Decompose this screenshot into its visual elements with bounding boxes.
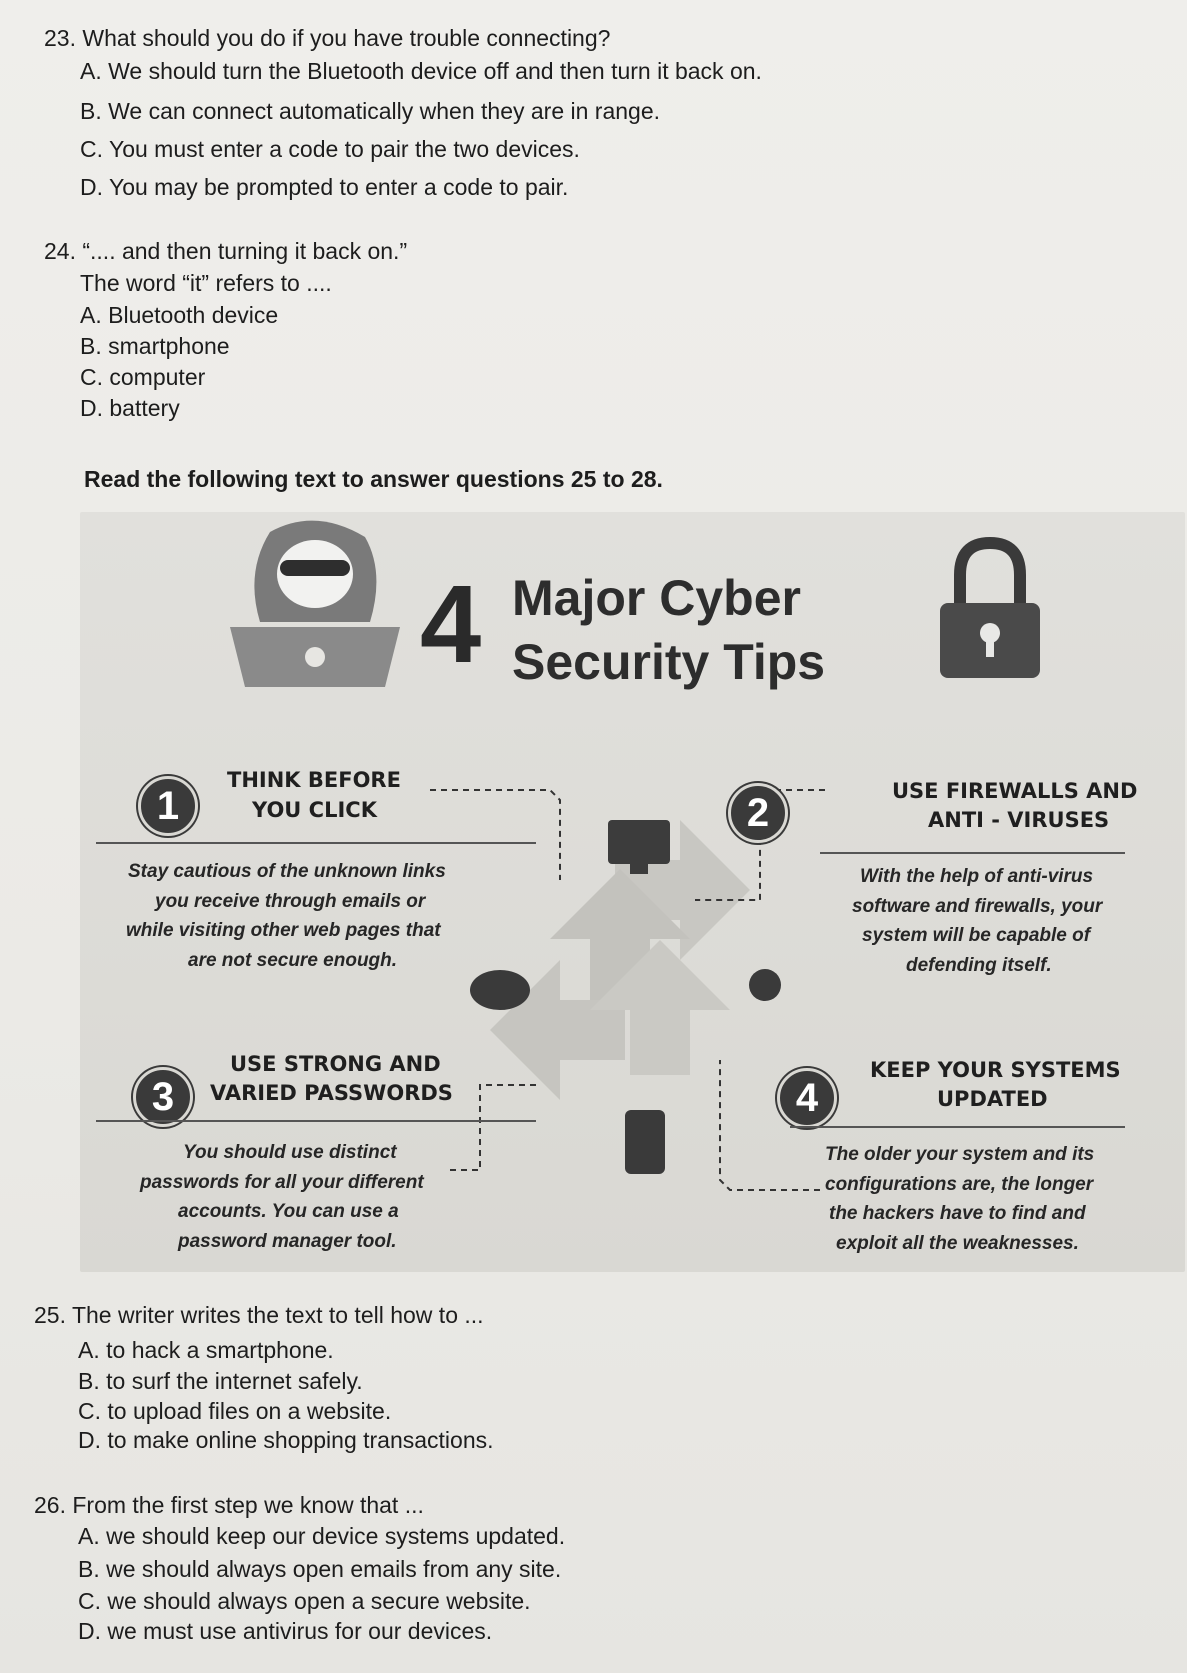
tip-3-heading-line-1: USE STRONG AND — [230, 1052, 441, 1076]
q24-option-c: C. computer — [80, 364, 206, 390]
tip-2-body-line-2: software and firewalls, your — [852, 896, 1103, 917]
q24-stem: The word “it” refers to .... — [80, 270, 332, 296]
q25-option-b: B. to surf the internet safely. — [78, 1368, 363, 1394]
tip-3-divider — [96, 1120, 536, 1122]
q26-option-c: C. we should always open a secure website. — [78, 1588, 531, 1614]
tip-3-body-line-4: password manager tool. — [178, 1231, 397, 1252]
tip-3-body-line-2: passwords for all your different — [140, 1172, 424, 1193]
tip-2-body-line-4: defending itself. — [906, 955, 1052, 976]
q24-option-d: D. battery — [80, 395, 180, 421]
tip-3-number: 3 — [133, 1067, 193, 1127]
q23-option-c: C. You must enter a code to pair the two devices. — [80, 136, 580, 162]
tip-4-number: 4 — [777, 1068, 837, 1128]
title-number: 4 — [420, 563, 482, 686]
q23-option-a: A. We should turn the Bluetooth device off and then turn it back on. — [80, 58, 762, 84]
tip-1-number: 1 — [138, 776, 198, 836]
tip-4-body-line-2: configurations are, the longer — [825, 1174, 1094, 1195]
tip-4-heading-line-2: UPDATED — [937, 1087, 1048, 1111]
q26-option-a: A. we should keep our device systems updated. — [78, 1523, 566, 1549]
q24-option-a: A. Bluetooth device — [80, 302, 279, 328]
tip-3-heading-line-2: VARIED PASSWORDS — [210, 1081, 453, 1105]
tip-2-heading-line-1: USE FIREWALLS AND — [892, 779, 1138, 803]
tip-2-divider — [820, 852, 1125, 854]
title-line-2: Security Tips — [512, 634, 826, 690]
infographic-title — [512, 566, 825, 694]
q25-option-a: A. to hack a smartphone. — [78, 1337, 334, 1363]
tip-1-body-line-2: you receive through emails or — [155, 891, 426, 912]
q26-option-d: D. we must use antivirus for our devices. — [78, 1618, 493, 1644]
tip-2-body-line-1: With the help of anti-virus — [860, 866, 1094, 887]
q23-option-b: B. We can connect automatically when they are in range. — [80, 98, 661, 124]
tip-1-heading-line-2: YOU CLICK — [252, 798, 377, 822]
tip-3-body-line-3: accounts. You can use a — [178, 1201, 399, 1222]
tip-2-body-line-3: system will be capable of — [862, 925, 1091, 946]
hacker-laptop-icon — [200, 512, 430, 692]
tip-2-heading-line-2: ANTI - VIRUSES — [928, 808, 1110, 832]
tip-4-body-line-3: the hackers have to find and — [829, 1203, 1086, 1224]
q24-option-b: B. smartphone — [80, 333, 230, 359]
tip-1-body-line-4: are not secure enough. — [188, 950, 398, 971]
padlock-icon — [930, 535, 1050, 685]
tip-4-body-line-1: The older your system and its — [825, 1144, 1095, 1165]
question-24: 24. “.... and then turning it back on.” — [44, 238, 408, 264]
tip-1-body-line-1: Stay cautious of the unknown links — [128, 861, 446, 882]
tip-2-number: 2 — [728, 783, 788, 843]
question-26: 26. From the first step we know that ... — [34, 1492, 424, 1518]
title-line-1: Major Cyber — [512, 570, 801, 626]
tip-1-heading-line-1: THINK BEFORE — [227, 768, 401, 792]
q25-option-c: C. to upload files on a website. — [78, 1398, 392, 1424]
q25-option-d: D. to make online shopping transactions. — [78, 1427, 494, 1453]
q23-option-d: D. You may be prompted to enter a code to pair. — [80, 174, 569, 200]
tip-4-body-line-4: exploit all the weaknesses. — [836, 1233, 1079, 1254]
question-23: 23. What should you do if you have trouble connecting? — [44, 25, 611, 51]
tip-4-heading-line-1: KEEP YOUR SYSTEMS — [870, 1058, 1121, 1082]
question-25: 25. The writer writes the text to tell how to ... — [34, 1302, 484, 1328]
tip-1-body-line-3: while visiting other web pages that — [126, 920, 441, 941]
tip-3-body-line-1: You should use distinct — [183, 1142, 397, 1163]
q26-option-b: B. we should always open emails from any site. — [78, 1556, 562, 1582]
tip-1-divider — [96, 842, 536, 844]
reading-instruction: Read the following text to answer questions 25 to 28. — [84, 466, 663, 492]
tip-4-divider — [790, 1126, 1125, 1128]
